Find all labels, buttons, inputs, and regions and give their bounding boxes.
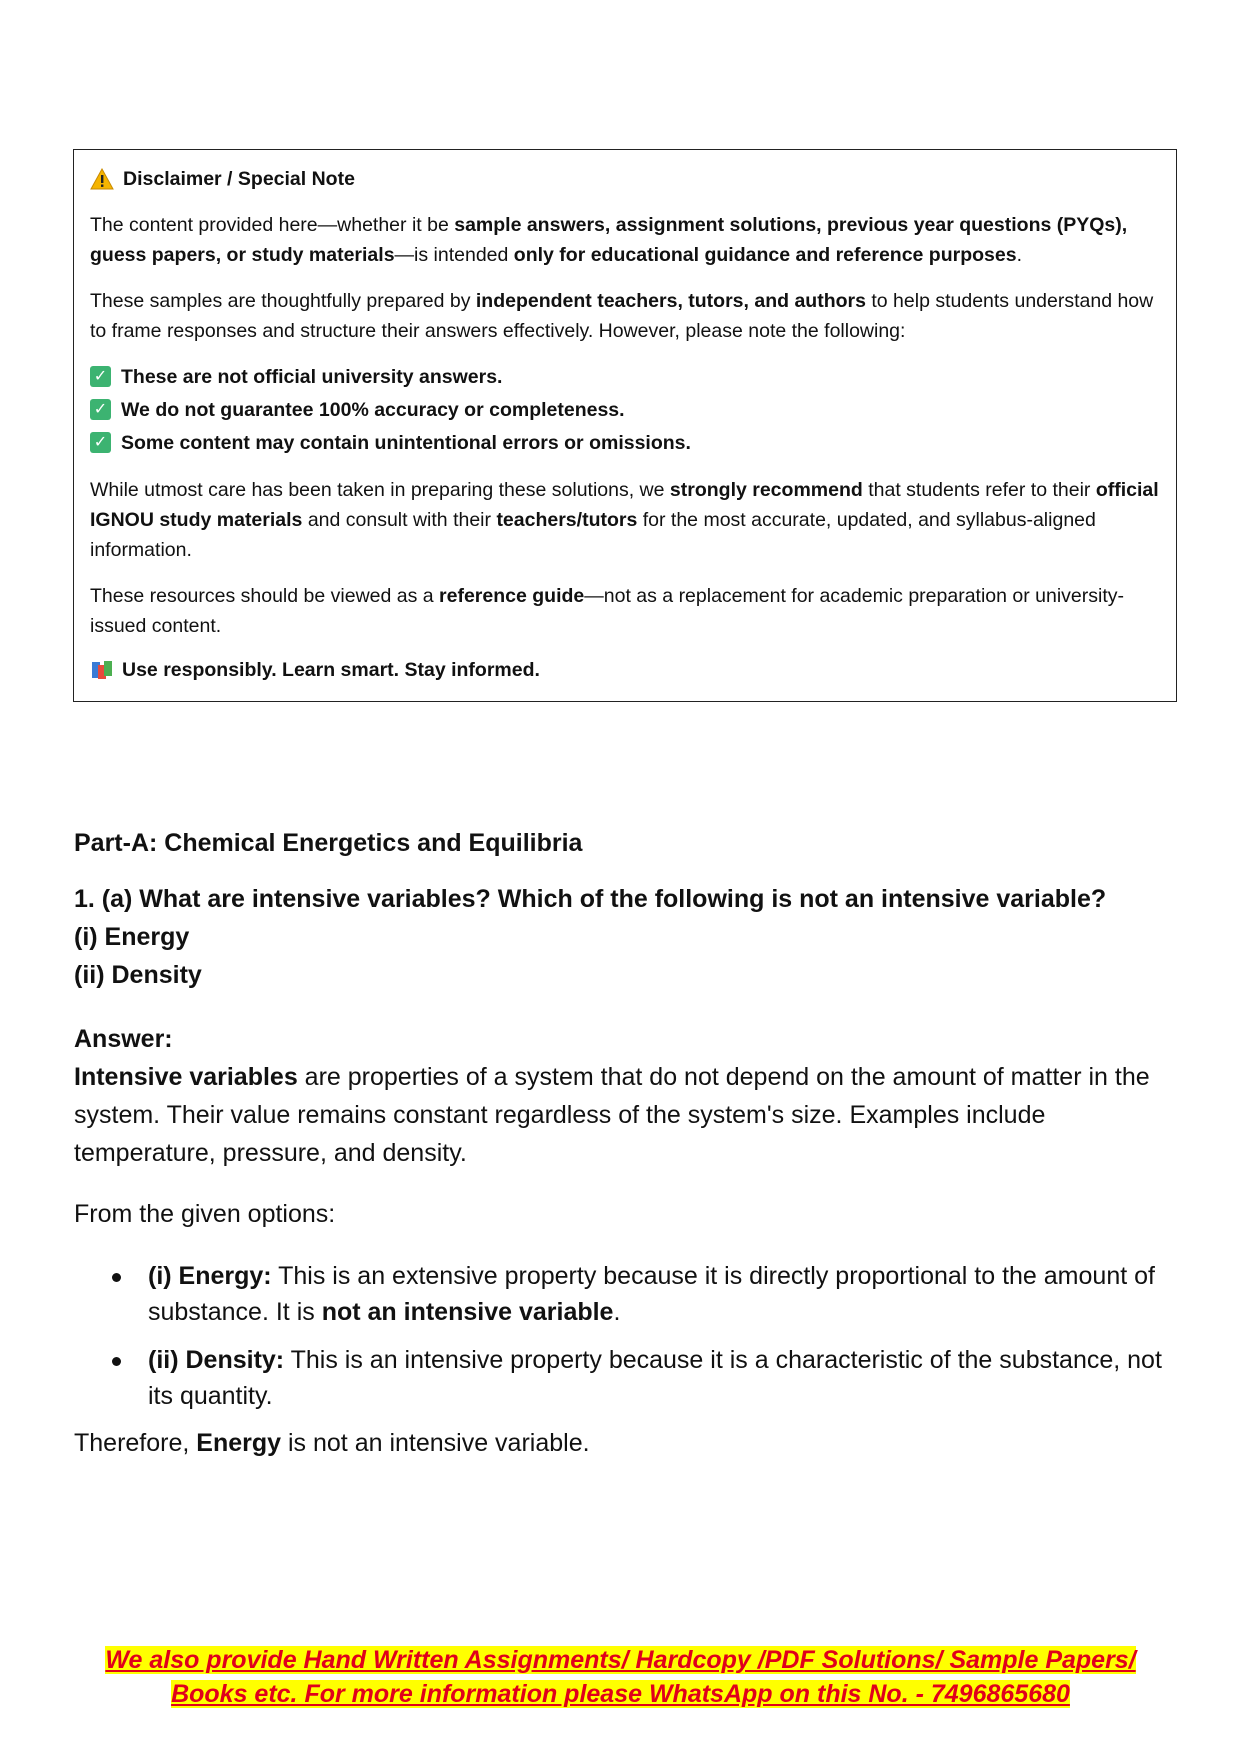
books-icon [90,659,114,681]
question [74,880,1179,994]
conclusion: Therefore, Energy is not an intensive variable. [74,1429,590,1457]
answer-paragraph: Intensive variables are properties of a system that do not depend on the amount of matter in the system. Their value remains constant regardless of the system's size. Examples include temperature, pressure, and density. [74,1063,1150,1167]
disclaimer-title [90,164,1160,194]
check-mark-icon: ✓ [90,366,111,387]
part-title: Part-A: Chemical Energetics and Equilibria [74,829,583,857]
options-intro: From the given options: [74,1200,336,1228]
disclaimer-paragraph-2: These samples are thoughtfully prepared by independent teachers, tutors, and authors to help students understand how to frame responses and structure their answers effectively. However, please note the following: [90,290,1154,342]
disclaimer-paragraph-1: The content provided here—whether it be sample answers, assignment solutions, previous year questions (PYQs), guess papers, or study materials—is intended only for educational guidance and reference purposes. [90,214,1128,266]
list-item: (ii) Density: This is an intensive property because it is a characteristic of the substance, not its quantity. [74,1342,1179,1414]
list-item: ✓ These are not official university answers. [90,360,1160,393]
options-list [74,1258,1179,1426]
disclaimer-check-list [90,360,1160,459]
warning-icon [90,168,114,190]
list-item: (i) Energy: This is an extensive property because it is directly proportional to the amount of substance. It is not an intensive variable. [74,1258,1179,1330]
disclaimer-title-text: Disclaimer / Special Note [123,168,355,190]
check-mark-icon: ✓ [90,432,111,453]
question-option-2: (ii) Density [74,961,202,989]
disclaimer-paragraph-4: These resources should be viewed as a reference guide—not as a replacement for academic preparation or university-issued content. [90,585,1125,637]
promo-line-1: We also provide Hand Written Assignments/ Hardcopy /PDF Solutions/ Sample Papers/ [105,1646,1136,1674]
question-text: 1. (a) What are intensive variables? Which of the following is not an intensive variable? [74,885,1107,913]
question-option-1: (i) Energy [74,923,190,951]
disclaimer-box [73,149,1177,702]
disclaimer-paragraph-3: While utmost care has been taken in preparing these solutions, we strongly recommend that students refer to their official IGNOU study materials and consult with their teachers/tutors for the most accurate, updated, and syllabus-aligned information. [90,479,1159,561]
list-item: ✓ We do not guarantee 100% accuracy or completeness. [90,393,1160,426]
promo-banner [0,1643,1241,1711]
list-item: ✓ Some content may contain unintentional errors or omissions. [90,426,1160,459]
check-mark-icon: ✓ [90,399,111,420]
promo-line-2: Books etc. For more information please WhatsApp on this No. - 7496865680 [171,1680,1070,1708]
answer-label: Answer: [74,1025,173,1053]
disclaimer-closing: Use responsibly. Learn smart. Stay informed. [90,655,1160,685]
